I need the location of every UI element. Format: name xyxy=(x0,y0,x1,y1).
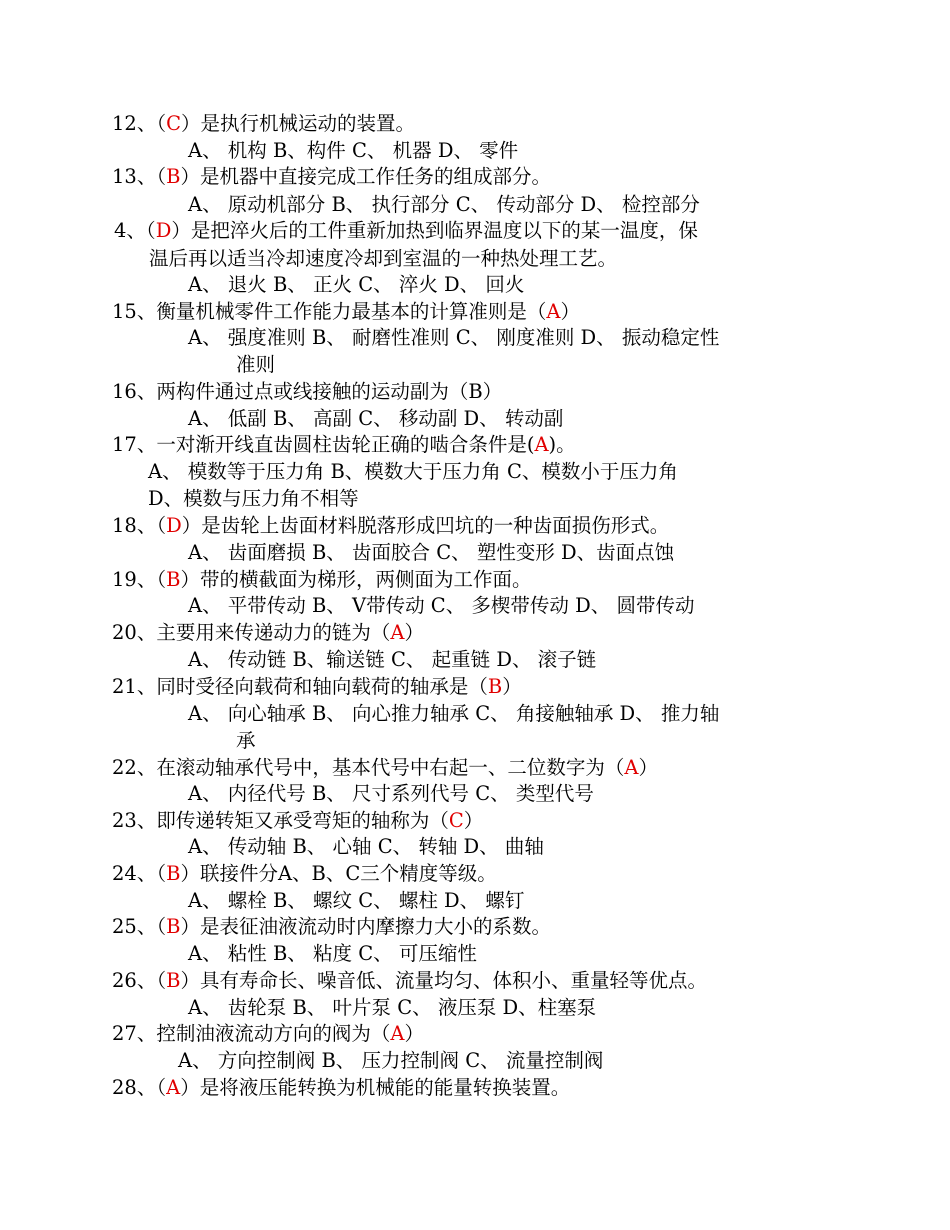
question-26 xyxy=(112,968,707,994)
question-text-pre: 一对渐开线直齿圆柱齿轮正确的啮合条件是( xyxy=(156,433,535,456)
question-15-options-continuation: 准则 xyxy=(236,353,276,376)
question-text-post: ）是机器中直接完成工作任务的组成部分。 xyxy=(180,165,551,188)
question-number: 26、 xyxy=(112,969,157,992)
question-25-options: A、 粘性 B、 粘度 C、 可压缩性 xyxy=(188,942,477,965)
question-number: 24、 xyxy=(112,862,157,885)
answer-letter: A xyxy=(624,756,639,779)
question-21-options-continuation: 承 xyxy=(236,729,256,752)
answer-letter: B xyxy=(166,915,181,938)
question-text-pre: 即传递转矩又承受弯矩的轴称为（ xyxy=(156,809,449,832)
question-24-options: A、 螺栓 B、 螺纹 C、 螺柱 D、 螺钉 xyxy=(188,889,525,912)
question-text-pre: （ xyxy=(156,112,167,135)
question-number: 25、 xyxy=(112,915,157,938)
question-number: 27、 xyxy=(112,1022,157,1045)
question-number: 19、 xyxy=(112,568,157,591)
question-text-post: ） xyxy=(502,675,522,698)
question-text-pre: （ xyxy=(156,862,167,885)
question-number: 16、 xyxy=(112,380,157,403)
question-text-post: ） xyxy=(638,756,658,779)
question-15-options: A、 强度准则 B、 耐磨性准则 C、 刚度准则 D、 振动稳定性 xyxy=(188,326,720,349)
question-text-pre: 在滚动轴承代号中，基本代号中右起一、二位数字为（ xyxy=(156,756,625,779)
question-number: 20、 xyxy=(112,621,157,644)
answer-letter: A xyxy=(534,433,549,456)
question-21 xyxy=(112,674,522,700)
question-20-options: A、 传动链 B、输送链 C、 起重链 D、 滚子链 xyxy=(188,648,597,671)
question-23-options: A、 传动轴 B、 心轴 C、 转轴 D、 曲轴 xyxy=(188,835,544,858)
question-12-options: A、 机构 B、构件 C、 机器 D、 零件 xyxy=(188,139,519,162)
question-number: 23、 xyxy=(112,809,157,832)
question-text-post: ） xyxy=(404,621,424,644)
question-text-post: ）是表征油液流动时内摩擦力大小的系数。 xyxy=(180,915,551,938)
question-text-post: )。 xyxy=(548,433,576,456)
question-23 xyxy=(112,808,483,834)
question-text-pre: （ xyxy=(156,969,167,992)
answer-letter: B xyxy=(166,165,181,188)
question-text-pre: （ xyxy=(156,165,167,188)
answer-letter: B xyxy=(487,675,503,698)
answer-letter: C xyxy=(166,112,182,135)
question-number: 17、 xyxy=(112,433,157,456)
question-17-options: A、 模数等于压力角 B、模数大于压力角 C、模数小于压力角 xyxy=(148,460,678,483)
question-text-pre: 衡量机械零件工作能力最基本的计算准则是（ xyxy=(156,300,547,323)
question-text-post: ） xyxy=(404,1022,424,1045)
question-17 xyxy=(112,432,576,458)
question-13-options: A、 原动机部分 B、 执行部分 C、 传动部分 D、 检控部分 xyxy=(188,193,700,216)
answer-letter: B xyxy=(166,969,181,992)
question-4-options: A、 退火 B、 正火 C、 淬火 D、 回火 xyxy=(188,273,525,296)
question-27-options: A、 方向控制阀 B、 压力控制阀 C、 流量控制阀 xyxy=(178,1049,604,1072)
question-17-options-continuation: D、模数与压力角不相等 xyxy=(148,487,359,510)
question-16-options: A、 低副 B、 高副 C、 移动副 D、 转动副 xyxy=(188,407,564,430)
question-text-post: ）具有寿命长、噪音低、流量均匀、体积小、重量轻等优点。 xyxy=(180,969,707,992)
question-text-post: ）是执行机械运动的装置。 xyxy=(181,112,416,135)
question-text-pre: （ xyxy=(156,1076,167,1099)
answer-letter: D xyxy=(166,514,182,537)
answer-letter: A xyxy=(546,300,561,323)
question-number: 18、 xyxy=(112,514,157,537)
question-text-pre: （ xyxy=(145,219,156,242)
question-number: 15、 xyxy=(112,300,157,323)
question-16 xyxy=(112,379,502,405)
question-text-post: ）联接件分A、B、C三个精度等级。 xyxy=(180,862,497,885)
answer-letter: A xyxy=(390,621,405,644)
question-26-options: A、 齿轮泵 B、 叶片泵 C、 液压泵 D、柱塞泵 xyxy=(188,996,597,1019)
question-13 xyxy=(112,164,551,190)
question-text-pre: 控制油液流动方向的阀为（ xyxy=(156,1022,391,1045)
question-20 xyxy=(112,620,424,646)
answer-letter: B xyxy=(166,568,181,591)
question-number: 12、 xyxy=(112,112,157,135)
question-19 xyxy=(112,567,531,593)
question-text-pre: 两构件通过点或线接触的运动副为（B） xyxy=(156,380,503,403)
question-18-options: A、 齿面磨损 B、 齿面胶合 C、 塑性变形 D、齿面点蚀 xyxy=(188,541,675,564)
question-21-options: A、 向心轴承 B、 向心推力轴承 C、 角接触轴承 D、 推力轴 xyxy=(188,702,720,725)
answer-letter: B xyxy=(166,862,181,885)
question-number: 4、 xyxy=(114,219,146,242)
question-22 xyxy=(112,755,658,781)
question-text-post: ） xyxy=(463,809,484,832)
question-4 xyxy=(114,218,698,244)
question-text-pre: （ xyxy=(156,514,167,537)
answer-letter: A xyxy=(166,1076,181,1099)
question-number: 22、 xyxy=(112,756,157,779)
question-22-options: A、 内径代号 B、 尺寸系列代号 C、 类型代号 xyxy=(188,782,594,805)
question-text-pre: 主要用来传递动力的链为（ xyxy=(156,621,391,644)
question-text-post: ） xyxy=(560,300,580,323)
question-15 xyxy=(112,299,580,325)
question-text-post: ）是把淬火后的工件重新加热到临界温度以下的某一温度，保 xyxy=(171,219,698,242)
answer-letter: D xyxy=(155,219,172,242)
question-4-continuation: 温后再以适当冷却速度冷却到室温的一种热处理工艺。 xyxy=(149,247,618,270)
question-18 xyxy=(112,513,669,539)
question-25 xyxy=(112,914,551,940)
question-28 xyxy=(112,1075,570,1101)
question-24 xyxy=(112,861,497,887)
question-number: 21、 xyxy=(112,675,157,698)
question-12 xyxy=(112,111,415,137)
question-text-post: ）带的横截面为梯形，两侧面为工作面。 xyxy=(180,568,532,591)
question-number: 13、 xyxy=(112,165,157,188)
question-19-options: A、 平带传动 B、 V带传动 C、 多楔带传动 D、 圆带传动 xyxy=(188,594,695,617)
answer-letter: A xyxy=(390,1022,405,1045)
question-27 xyxy=(112,1021,424,1047)
answer-letter: C xyxy=(448,809,464,832)
question-text-post: ）是将液压能转换为机械能的能量转换装置。 xyxy=(180,1076,571,1099)
question-number: 28、 xyxy=(112,1076,157,1099)
question-text-pre: （ xyxy=(156,915,167,938)
question-text-pre: 同时受径向载荷和轴向载荷的轴承是（ xyxy=(156,675,488,698)
question-text-post: ）是齿轮上齿面材料脱落形成凹坑的一种齿面损伤形式。 xyxy=(181,514,670,537)
question-text-pre: （ xyxy=(156,568,167,591)
